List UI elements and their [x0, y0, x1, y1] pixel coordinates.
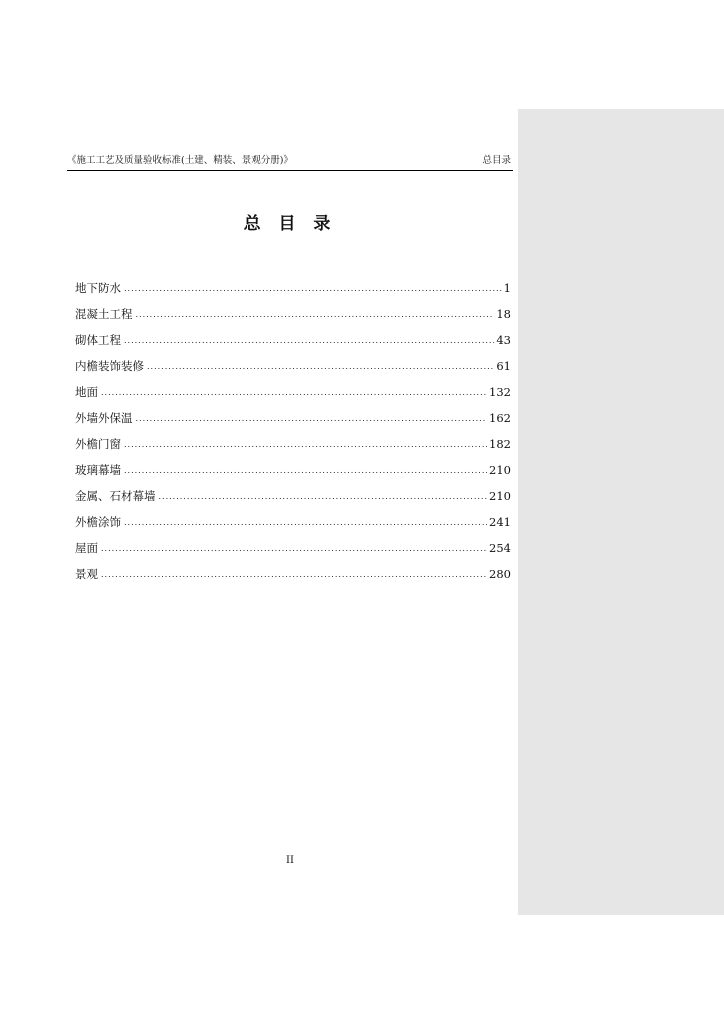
toc-entry-page: 61	[496, 359, 511, 373]
toc-entry-page: 280	[489, 567, 511, 581]
toc-leader-dots	[136, 309, 495, 321]
toc-leader-dots	[124, 517, 487, 529]
comment-pane	[518, 109, 724, 915]
toc-leader-dots	[147, 361, 494, 373]
header-section-title: 总目录	[482, 155, 511, 166]
toc-entry-label: 地面	[75, 385, 98, 399]
toc-entry-page: 162	[489, 411, 511, 425]
toc-entry-page: 254	[489, 541, 511, 555]
toc-entry-page: 182	[489, 437, 511, 451]
toc-entry[interactable]	[75, 373, 511, 399]
toc-entry-page: 132	[489, 385, 511, 399]
toc-leader-dots	[124, 283, 502, 295]
toc-entry-page: 210	[489, 489, 511, 503]
toc-entry-page: 18	[496, 307, 511, 321]
toc-leader-dots	[101, 543, 487, 555]
toc-leader-dots	[101, 387, 487, 399]
toc-entry-label: 内檐装饰装修	[75, 359, 144, 373]
toc-entry[interactable]	[75, 425, 511, 451]
toc-entry[interactable]	[75, 503, 511, 529]
toc-entry-label: 混凝土工程	[75, 307, 133, 321]
toc-leader-dots	[124, 335, 494, 347]
toc-leader-dots	[159, 491, 488, 503]
toc-entry[interactable]	[75, 555, 511, 581]
toc-entry-label: 景观	[75, 567, 98, 581]
toc-entry[interactable]	[75, 347, 511, 373]
toc-leader-dots	[124, 439, 487, 451]
toc-entry-page: 241	[489, 515, 511, 529]
table-of-contents	[75, 269, 511, 581]
page-header	[67, 152, 513, 171]
toc-entry-page: 1	[503, 281, 511, 295]
toc-entry[interactable]	[75, 399, 511, 425]
toc-entry-page: 210	[489, 463, 511, 477]
toc-leader-dots	[136, 413, 488, 425]
toc-entry-label: 金属、石材幕墙	[75, 489, 156, 503]
toc-entry[interactable]	[75, 529, 511, 555]
header-book-title: 《施工工艺及质量验收标准(土建、精装、景观分册)》	[67, 155, 293, 166]
toc-leader-dots	[101, 569, 487, 581]
toc-entry-label: 砌体工程	[75, 333, 121, 347]
toc-entry[interactable]	[75, 321, 511, 347]
toc-entry-label: 外檐涂饰	[75, 515, 121, 529]
toc-entry-label: 屋面	[75, 541, 98, 555]
page-title: 总 目 录	[243, 214, 337, 234]
toc-entry[interactable]	[75, 477, 511, 503]
toc-leader-dots	[124, 465, 487, 477]
toc-entry-label: 玻璃幕墙	[75, 463, 121, 477]
page-number: II	[286, 855, 294, 866]
toc-entry[interactable]	[75, 451, 511, 477]
toc-entry[interactable]	[75, 295, 511, 321]
toc-entry[interactable]	[75, 269, 511, 295]
toc-entry-label: 外檐门窗	[75, 437, 121, 451]
toc-entry-label: 地下防水	[75, 281, 121, 295]
toc-entry-page: 43	[496, 333, 511, 347]
toc-entry-label: 外墙外保温	[75, 411, 133, 425]
